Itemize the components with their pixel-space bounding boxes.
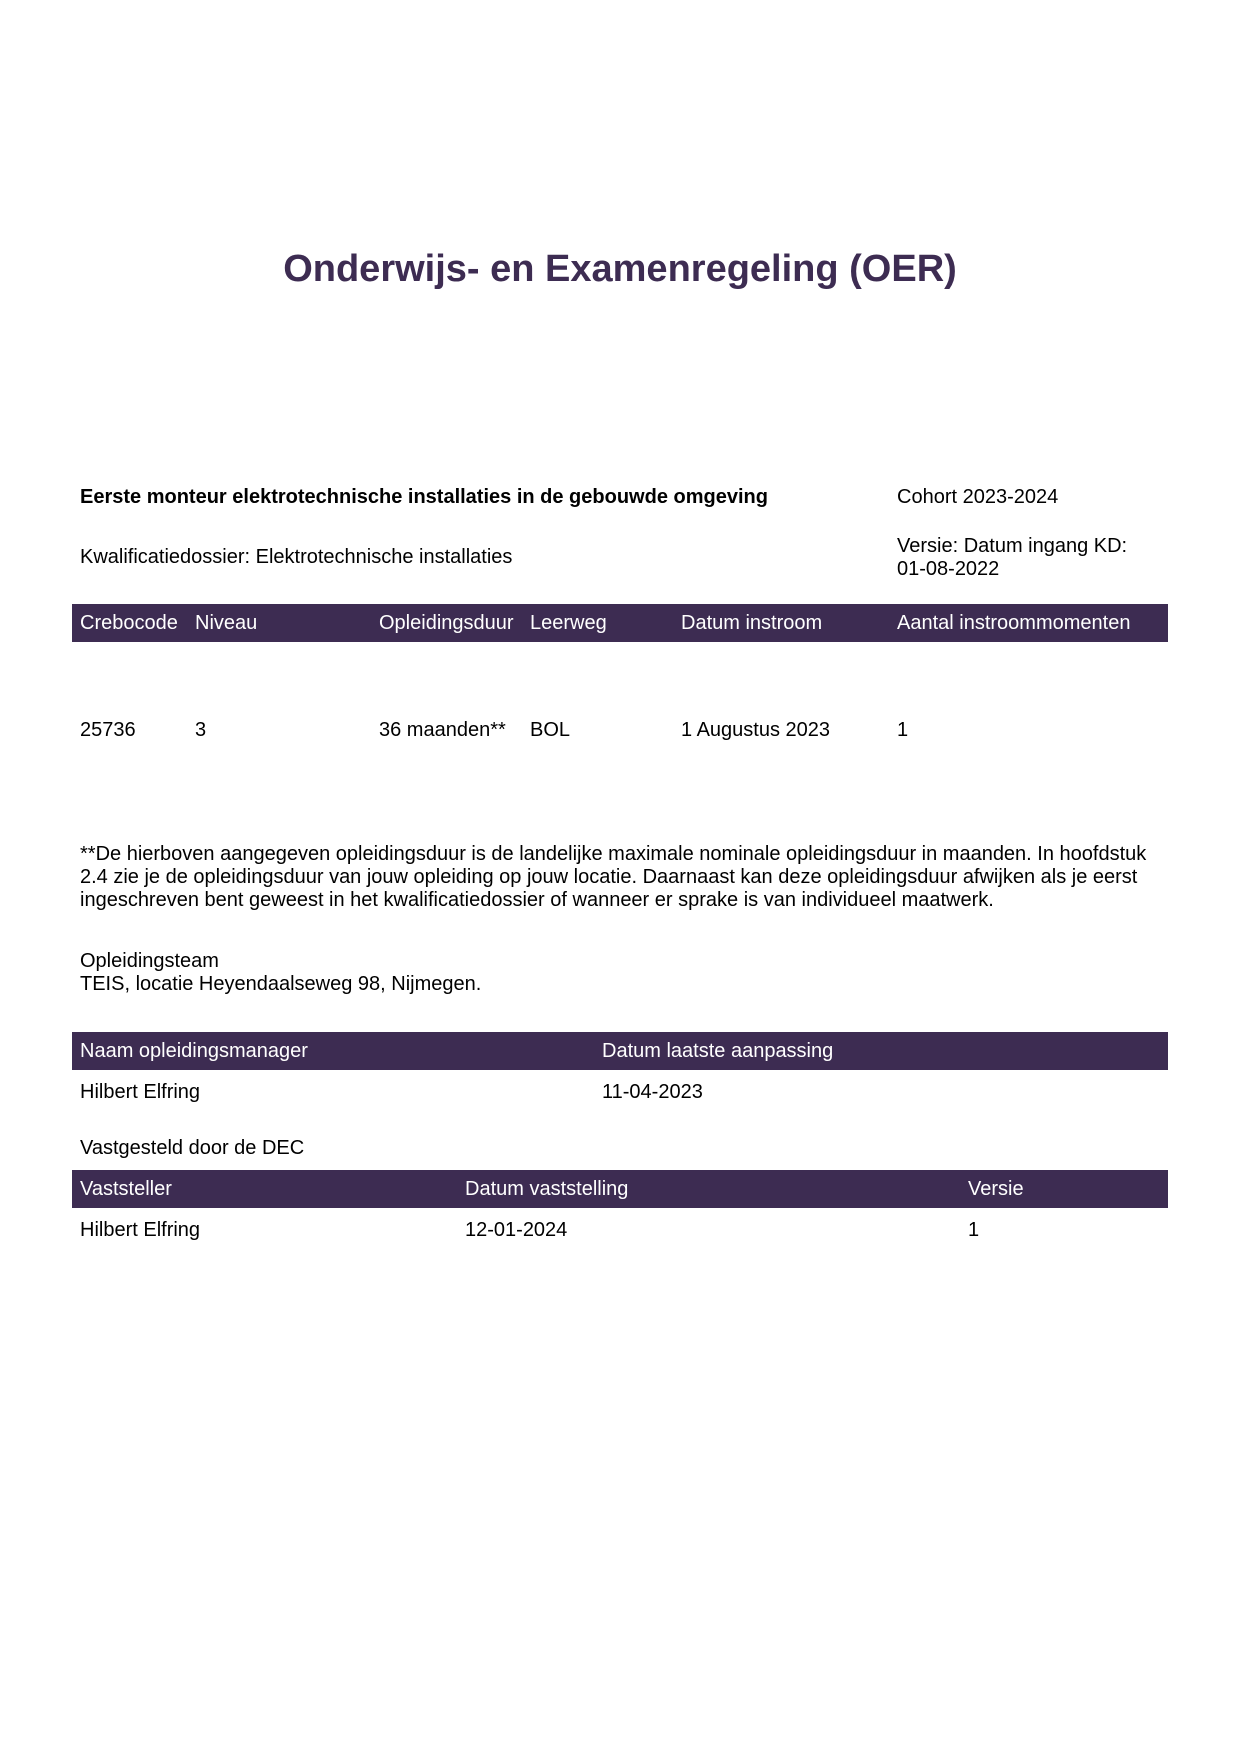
cell-last-modified: 11-04-2023 (602, 1081, 703, 1103)
team-location: TEIS, locatie Heyendaalseweg 98, Nijmegen. (80, 973, 482, 995)
cell-versie: 1 (968, 1219, 980, 1241)
header-opleidingsduur: Opleidingsduur (379, 612, 514, 634)
team-label: Opleidingsteam (80, 950, 219, 972)
cell-datum-vaststelling: 12-01-2024 (465, 1219, 568, 1241)
established-by: Vastgesteld door de DEC (80, 1137, 305, 1159)
header-versie: Versie (968, 1178, 1024, 1200)
version-kd-line1: Versie: Datum ingang KD: (897, 535, 1128, 557)
version-kd-line2: 01-08-2022 (897, 558, 1000, 580)
cell-niveau: 3 (195, 719, 207, 741)
header-datum-laatste-aanpassing: Datum laatste aanpassing (602, 1040, 834, 1062)
cell-aantal-instroommomenten: 1 (897, 719, 909, 741)
main-table-header (72, 604, 1168, 642)
cell-vaststeller: Hilbert Elfring (80, 1219, 201, 1241)
header-aantal-instroommomenten: Aantal instroommomenten (897, 612, 1131, 634)
qualification-dossier: Kwalificatiedossier: Elektrotechnische installaties (80, 546, 513, 568)
header-naam-opleidingsmanager: Naam opleidingsmanager (80, 1040, 308, 1062)
header-datum-instroom: Datum instroom (681, 612, 823, 634)
header-crebocode: Crebocode (80, 612, 178, 634)
header-leerweg: Leerweg (530, 612, 607, 634)
header-niveau: Niveau (195, 612, 258, 634)
cohort-label: Cohort 2023-2024 (897, 486, 1059, 508)
duration-footnote: **De hierboven aangegeven opleidingsduur is de landelijke maximale nominale opleidingsduur in maanden. In hoofdstuk 2.4 zie je de opleidingsduur van jouw opleiding op jouw locatie. Daarnaast kan deze opleidingsduur afwijken als je eerst ingeschreven bent geweest in het kwalificatiedossier of wanneer er sprake is van individueel maatwerk. (80, 843, 1147, 911)
version-kd (897, 535, 1127, 581)
cell-crebocode: 25736 (80, 719, 136, 741)
cell-leerweg: BOL (530, 719, 571, 741)
document-title: Onderwijs- en Examenregeling (OER) (283, 248, 957, 290)
header-datum-vaststelling: Datum vaststelling (465, 1178, 629, 1200)
cell-opleidingsduur: 36 maanden** (379, 719, 506, 741)
team-block (80, 950, 481, 996)
cell-datum-instroom: 1 Augustus 2023 (681, 719, 831, 741)
program-name: Eerste monteur elektrotechnische installaties in de gebouwde omgeving (80, 486, 768, 508)
approval-table-header (72, 1170, 1168, 1208)
header-vaststeller: Vaststeller (80, 1178, 172, 1200)
manager-table-header (72, 1032, 1168, 1070)
cell-manager-name: Hilbert Elfring (80, 1081, 201, 1103)
